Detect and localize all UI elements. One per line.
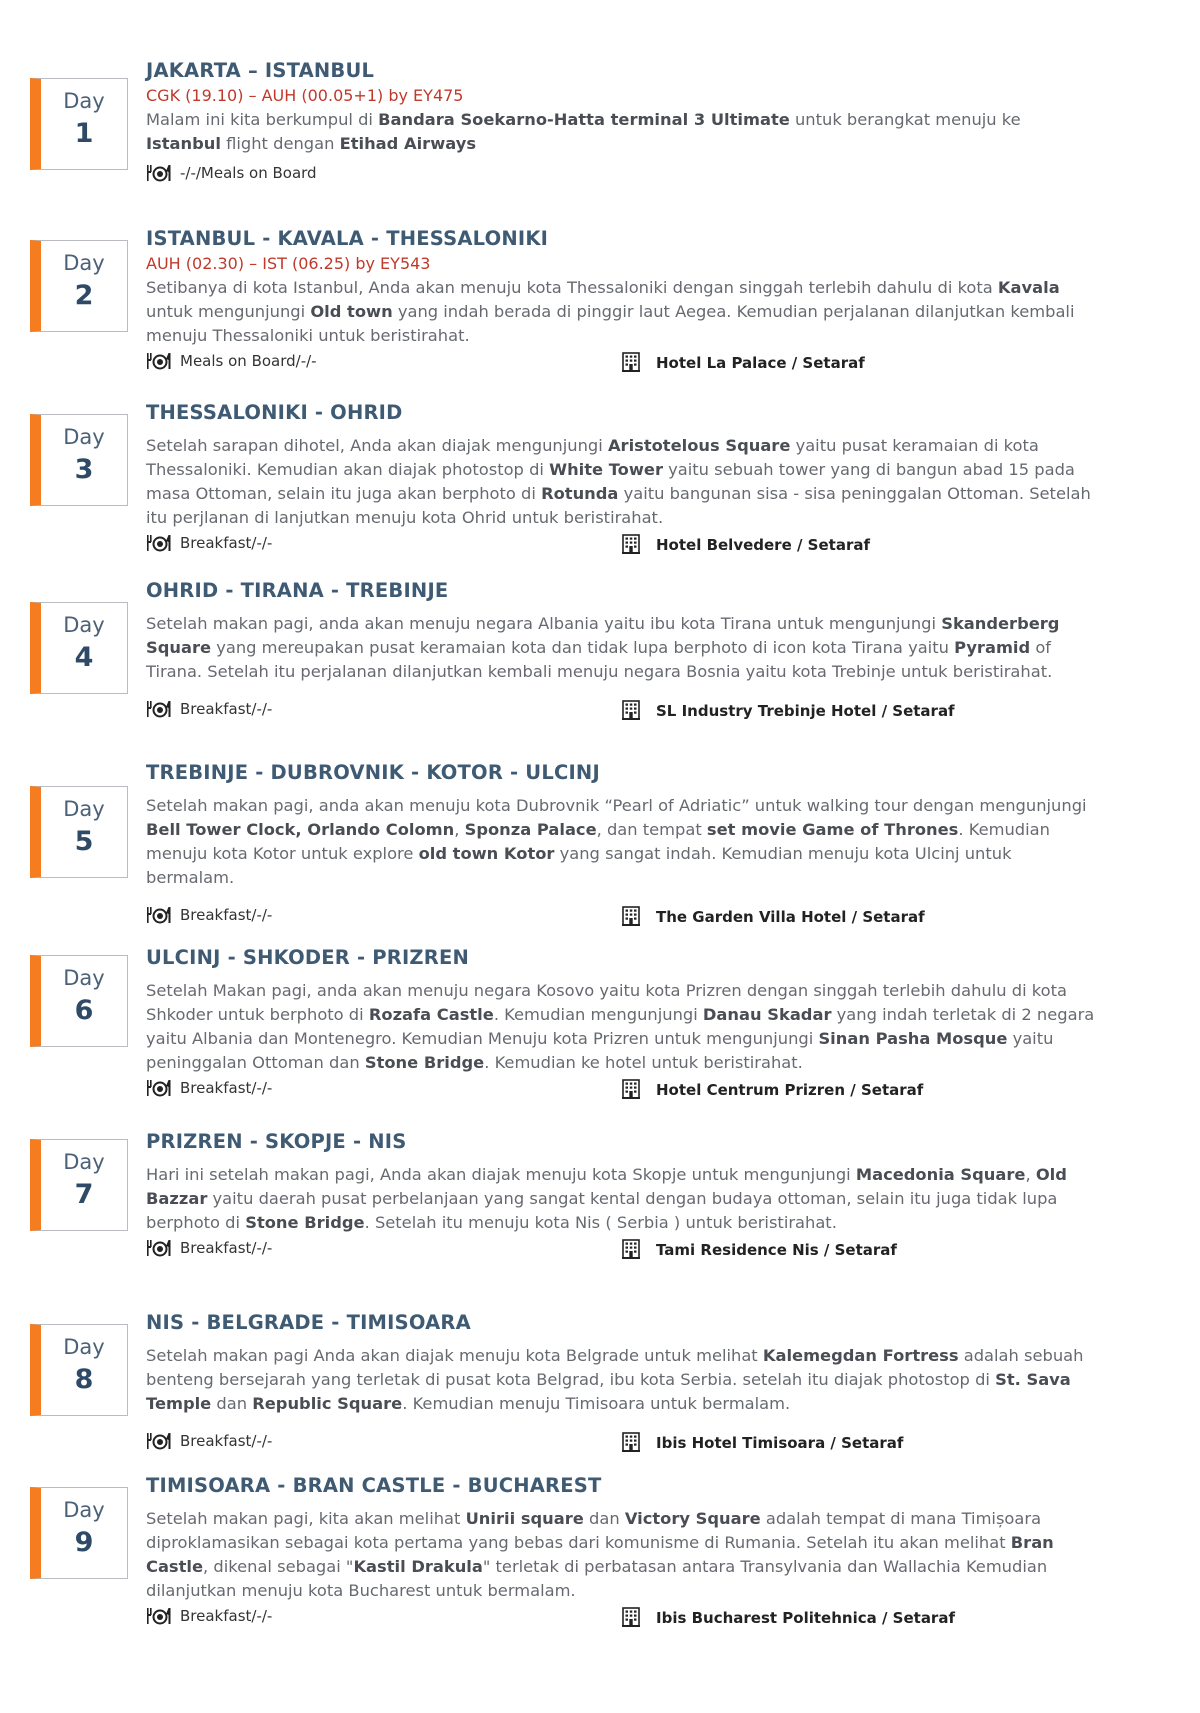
description-text: dan bbox=[583, 1509, 625, 1528]
meal-text: Breakfast/-/- bbox=[180, 1607, 273, 1625]
day-label: Day bbox=[63, 89, 105, 113]
day-description bbox=[146, 434, 1096, 530]
highlight-text: Victory Square bbox=[624, 1509, 761, 1528]
highlight-text: Etihad Airways bbox=[339, 134, 477, 153]
description-text: . Kemudian menuju kota Kotor untuk explore bbox=[146, 820, 1050, 863]
hotel-info bbox=[622, 1432, 903, 1452]
day-label: Day bbox=[63, 797, 105, 821]
day-number: 8 bbox=[74, 1364, 94, 1395]
day-description bbox=[146, 1163, 1096, 1235]
highlight-text: Aristotelous Square bbox=[607, 436, 791, 455]
day-title: PRIZREN - SKOPJE - NIS bbox=[146, 1130, 407, 1153]
highlight-text: Danau Skadar bbox=[702, 1005, 832, 1024]
day-title: THESSALONIKI - OHRID bbox=[146, 401, 403, 424]
highlight-text: Kavala bbox=[997, 278, 1060, 297]
day-info-row bbox=[146, 164, 1096, 188]
hotel-icon bbox=[622, 1239, 640, 1259]
hotel-text: SL Industry Trebinje Hotel / Setaraf bbox=[656, 702, 955, 720]
description-text: yang sangat indah. Kemudian menuju kota Ulcinj untuk bermalam. bbox=[146, 844, 1012, 887]
day-description bbox=[146, 979, 1096, 1075]
hotel-info bbox=[622, 1607, 955, 1627]
day-title: ULCINJ - SHKODER - PRIZREN bbox=[146, 946, 469, 969]
meal-info bbox=[146, 906, 272, 924]
day-badge bbox=[30, 1139, 128, 1231]
meal-text: Breakfast/-/- bbox=[180, 1079, 273, 1097]
day-description bbox=[146, 276, 1096, 348]
highlight-text: White Tower bbox=[549, 460, 663, 479]
day-label: Day bbox=[63, 425, 105, 449]
highlight-text: Kalemegdan Fortress bbox=[762, 1346, 959, 1365]
highlight-text: Sponza Palace bbox=[464, 820, 597, 839]
meal-info bbox=[146, 534, 272, 552]
meal-icon bbox=[146, 1607, 172, 1625]
description-text: , bbox=[1025, 1165, 1036, 1184]
meal-info bbox=[146, 1432, 272, 1450]
meal-text: Breakfast/-/- bbox=[180, 534, 273, 552]
hotel-info bbox=[622, 1239, 897, 1259]
meal-text: -/-/Meals on Board bbox=[180, 164, 317, 182]
meal-icon bbox=[146, 1079, 172, 1097]
description-text: yaitu pusat keramaian di kota Thessaloniki. Kemudian akan diajak photostop di bbox=[146, 436, 1039, 479]
day-content bbox=[146, 760, 1096, 930]
description-text: Setibanya di kota Istanbul, Anda akan menuju kota Thessaloniki dengan singgah terlebih dahulu di kota bbox=[146, 278, 998, 297]
hotel-info bbox=[622, 352, 865, 372]
day-info-row bbox=[146, 906, 1096, 930]
description-text: yaitu bangunan sisa - sisa peninggalan Ottoman. Setelah itu perjlanan di lanjutkan menuju kota Ohrid untuk beristirahat. bbox=[146, 484, 1091, 527]
description-text: Setelah makan pagi, anda akan menuju kota Dubrovnik “Pearl of Adriatic” untuk walking tour dengan mengunjungi bbox=[146, 796, 1087, 815]
description-text: dan bbox=[211, 1394, 253, 1413]
highlight-text: Istanbul bbox=[146, 134, 221, 153]
day-content bbox=[146, 1310, 1096, 1456]
day-content bbox=[146, 945, 1096, 1103]
flight-info: CGK (19.10) – AUH (00.05+1) by EY475 bbox=[146, 86, 464, 105]
day-badge bbox=[30, 240, 128, 332]
meal-icon bbox=[146, 1239, 172, 1257]
description-text: yang indah terletak di 2 negara yaitu Albania dan Montenegro. Kemudian Menuju kota Prizren untuk mengunjungi bbox=[146, 1005, 1095, 1048]
day-content bbox=[146, 226, 1096, 376]
description-text: " terletak di perbatasan antara Transylvania dan Wallachia Kemudian dilanjutkan menuju kota Bucharest untuk bermalam. bbox=[146, 1557, 1048, 1600]
day-badge bbox=[30, 1487, 128, 1579]
description-text: of Tirana. Setelah itu perjalanan dilanjutkan kembali menuju negara Bosnia yaitu kota Trebinje untuk beristirahat. bbox=[146, 638, 1053, 681]
highlight-text: old town Kotor bbox=[418, 844, 555, 863]
day-label: Day bbox=[63, 1498, 105, 1522]
day-badge bbox=[30, 786, 128, 878]
description-text: flight dengan bbox=[220, 134, 340, 153]
day-info-row bbox=[146, 1607, 1096, 1631]
hotel-icon bbox=[622, 906, 640, 926]
hotel-text: Ibis Hotel Timisoara / Setaraf bbox=[656, 1434, 904, 1452]
hotel-icon bbox=[622, 1432, 640, 1452]
description-text: untuk mengunjungi bbox=[146, 302, 311, 321]
meal-icon bbox=[146, 1432, 172, 1450]
flight-info: AUH (02.30) – IST (06.25) by EY543 bbox=[146, 254, 431, 273]
day-title: JAKARTA – ISTANBUL bbox=[146, 59, 375, 82]
meal-icon bbox=[146, 700, 172, 718]
description-text: yang mereupakan pusat keramaian kota dan tidak lupa berphoto di icon kota Tirana yaitu bbox=[211, 638, 955, 657]
day-title: NIS - BELGRADE - TIMISOARA bbox=[146, 1311, 471, 1334]
description-text: , bbox=[454, 820, 465, 839]
day-info-row bbox=[146, 1432, 1096, 1456]
description-text: Setelah Makan pagi, anda akan menuju negara Kosovo yaitu kota Prizren dengan singgah terlebih dahulu di kota Shkoder untuk berphoto di bbox=[146, 981, 1067, 1024]
day-description bbox=[146, 1507, 1096, 1603]
day-badge bbox=[30, 955, 128, 1047]
day-label: Day bbox=[63, 613, 105, 637]
hotel-text: The Garden Villa Hotel / Setaraf bbox=[656, 908, 925, 926]
day-info-row bbox=[146, 700, 1096, 724]
meal-icon bbox=[146, 352, 172, 370]
day-info-row bbox=[146, 1239, 1096, 1263]
highlight-text: Old town bbox=[310, 302, 393, 321]
meal-text: Meals on Board/-/- bbox=[180, 352, 317, 370]
description-text: yaitu peninggalan Ottoman dan bbox=[146, 1029, 1054, 1072]
day-content bbox=[146, 1129, 1096, 1263]
day-content bbox=[146, 1473, 1096, 1631]
day-content bbox=[146, 400, 1096, 558]
day-label: Day bbox=[63, 251, 105, 275]
day-number: 4 bbox=[74, 642, 94, 673]
day-info-row bbox=[146, 352, 1096, 376]
description-text: adalah sebuah benteng bersejarah yang terletak di pusat kota Belgrad, ibu kota Serbia. setelah itu diajak photostop di bbox=[146, 1346, 1084, 1389]
day-content bbox=[146, 578, 1096, 724]
highlight-text: Bandara Soekarno-Hatta terminal 3 Ultimate bbox=[378, 110, 790, 129]
meal-info bbox=[146, 1607, 272, 1625]
highlight-text: set movie Game of Thrones bbox=[706, 820, 959, 839]
description-text: Hari ini setelah makan pagi, Anda akan diajak menuju kota Skopje untuk mengunjungi bbox=[146, 1165, 856, 1184]
highlight-text: Skanderberg Square bbox=[146, 614, 1060, 657]
hotel-text: Hotel La Palace / Setaraf bbox=[656, 354, 865, 372]
day-content bbox=[146, 58, 1096, 188]
description-text: adalah tempat di mana Timișoara diproklamasikan sebagai kota pertama yang bebas dari komunisme di Rumania. Setelah itu akan melihat bbox=[146, 1509, 1042, 1552]
description-text: , dikenal sebagai " bbox=[203, 1557, 354, 1576]
hotel-text: Ibis Bucharest Politehnica / Setaraf bbox=[656, 1609, 955, 1627]
day-badge bbox=[30, 78, 128, 170]
meal-icon bbox=[146, 534, 172, 552]
highlight-text: Unirii square bbox=[465, 1509, 584, 1528]
description-text: . Kemudian menuju Timisoara untuk bermalam. bbox=[402, 1394, 791, 1413]
meal-info bbox=[146, 1239, 272, 1257]
day-label: Day bbox=[63, 1150, 105, 1174]
highlight-text: Rozafa Castle bbox=[368, 1005, 494, 1024]
description-text: . Setelah itu menuju kota Nis ( Serbia ) untuk beristirahat. bbox=[364, 1213, 837, 1232]
description-text: untuk berangkat menuju ke bbox=[789, 110, 1021, 129]
hotel-icon bbox=[622, 534, 640, 554]
meal-text: Breakfast/-/- bbox=[180, 1432, 273, 1450]
day-number: 7 bbox=[74, 1179, 94, 1210]
highlight-text: Bell Tower Clock, Orlando Colomn bbox=[146, 820, 455, 839]
highlight-text: St. Sava Temple bbox=[146, 1370, 1071, 1413]
meal-info bbox=[146, 164, 317, 182]
highlight-text: Stone Bridge bbox=[364, 1053, 485, 1072]
meal-icon bbox=[146, 164, 172, 182]
highlight-text: Macedonia Square bbox=[855, 1165, 1026, 1184]
highlight-text: Rotunda bbox=[541, 484, 619, 503]
day-badge bbox=[30, 414, 128, 506]
meal-text: Breakfast/-/- bbox=[180, 1239, 273, 1257]
description-text: . Kemudian mengunjungi bbox=[493, 1005, 703, 1024]
description-text: . Kemudian ke hotel untuk beristirahat. bbox=[484, 1053, 803, 1072]
day-title: ISTANBUL - KAVALA - THESSALONIKI bbox=[146, 227, 549, 250]
day-number: 5 bbox=[74, 826, 94, 857]
description-text: yaitu sebuah tower yang di bangun abad 15 pada masa Ottoman, selain itu juga akan berphoto di bbox=[146, 460, 1075, 503]
hotel-text: Hotel Belvedere / Setaraf bbox=[656, 536, 870, 554]
meal-info bbox=[146, 352, 317, 370]
description-text: , dan tempat bbox=[596, 820, 707, 839]
hotel-info bbox=[622, 700, 955, 720]
hotel-info bbox=[622, 1079, 923, 1099]
highlight-text: Old Bazzar bbox=[146, 1165, 1067, 1208]
day-number: 2 bbox=[74, 280, 94, 311]
meal-text: Breakfast/-/- bbox=[180, 700, 273, 718]
day-description bbox=[146, 794, 1096, 890]
hotel-icon bbox=[622, 352, 640, 372]
hotel-text: Hotel Centrum Prizren / Setaraf bbox=[656, 1081, 924, 1099]
meal-info bbox=[146, 1079, 272, 1097]
highlight-text: Sinan Pasha Mosque bbox=[818, 1029, 1008, 1048]
description-text: yang indah berada di pinggir laut Aegea. Kemudian perjalanan dilanjutkan kembali menuju Thessaloniki untuk beristirahat. bbox=[146, 302, 1075, 345]
meal-info bbox=[146, 700, 272, 718]
description-text: Setelah sarapan dihotel, Anda akan diajak mengunjungi bbox=[146, 436, 608, 455]
day-description bbox=[146, 108, 1096, 156]
highlight-text: Bran Castle bbox=[146, 1533, 1054, 1576]
day-title: TIMISOARA - BRAN CASTLE - BUCHAREST bbox=[146, 1474, 602, 1497]
hotel-info bbox=[622, 534, 870, 554]
day-badge bbox=[30, 1324, 128, 1416]
hotel-icon bbox=[622, 1607, 640, 1627]
day-description bbox=[146, 1344, 1096, 1416]
day-label: Day bbox=[63, 1335, 105, 1359]
day-info-row bbox=[146, 534, 1096, 558]
meal-icon bbox=[146, 906, 172, 924]
highlight-text: Kastil Drakula bbox=[353, 1557, 483, 1576]
highlight-text: Pyramid bbox=[954, 638, 1031, 657]
day-info-row bbox=[146, 1079, 1096, 1103]
hotel-icon bbox=[622, 700, 640, 720]
day-number: 9 bbox=[74, 1527, 94, 1558]
day-description bbox=[146, 612, 1096, 684]
description-text: Malam ini kita berkumpul di bbox=[146, 110, 379, 129]
description-text: Setelah makan pagi Anda akan diajak menuju kota Belgrade untuk melihat bbox=[146, 1346, 763, 1365]
hotel-info bbox=[622, 906, 925, 926]
day-badge bbox=[30, 602, 128, 694]
hotel-text: Tami Residence Nis / Setaraf bbox=[656, 1241, 897, 1259]
highlight-text: Republic Square bbox=[252, 1394, 403, 1413]
day-label: Day bbox=[63, 966, 105, 990]
day-title: OHRID - TIRANA - TREBINJE bbox=[146, 579, 449, 602]
day-title: TREBINJE - DUBROVNIK - KOTOR - ULCINJ bbox=[146, 761, 600, 784]
day-number: 6 bbox=[74, 995, 94, 1026]
description-text: Setelah makan pagi, anda akan menuju negara Albania yaitu ibu kota Tirana untuk mengunjungi bbox=[146, 614, 942, 633]
description-text: yaitu daerah pusat perbelanjaan yang sangat kental dengan budaya ottoman, selain itu juga tidak lupa berphoto di bbox=[146, 1189, 1058, 1232]
day-number: 1 bbox=[74, 118, 94, 149]
hotel-icon bbox=[622, 1079, 640, 1099]
day-number: 3 bbox=[74, 454, 94, 485]
meal-text: Breakfast/-/- bbox=[180, 906, 273, 924]
highlight-text: Stone Bridge bbox=[245, 1213, 365, 1232]
description-text: Setelah makan pagi, kita akan melihat bbox=[146, 1509, 466, 1528]
